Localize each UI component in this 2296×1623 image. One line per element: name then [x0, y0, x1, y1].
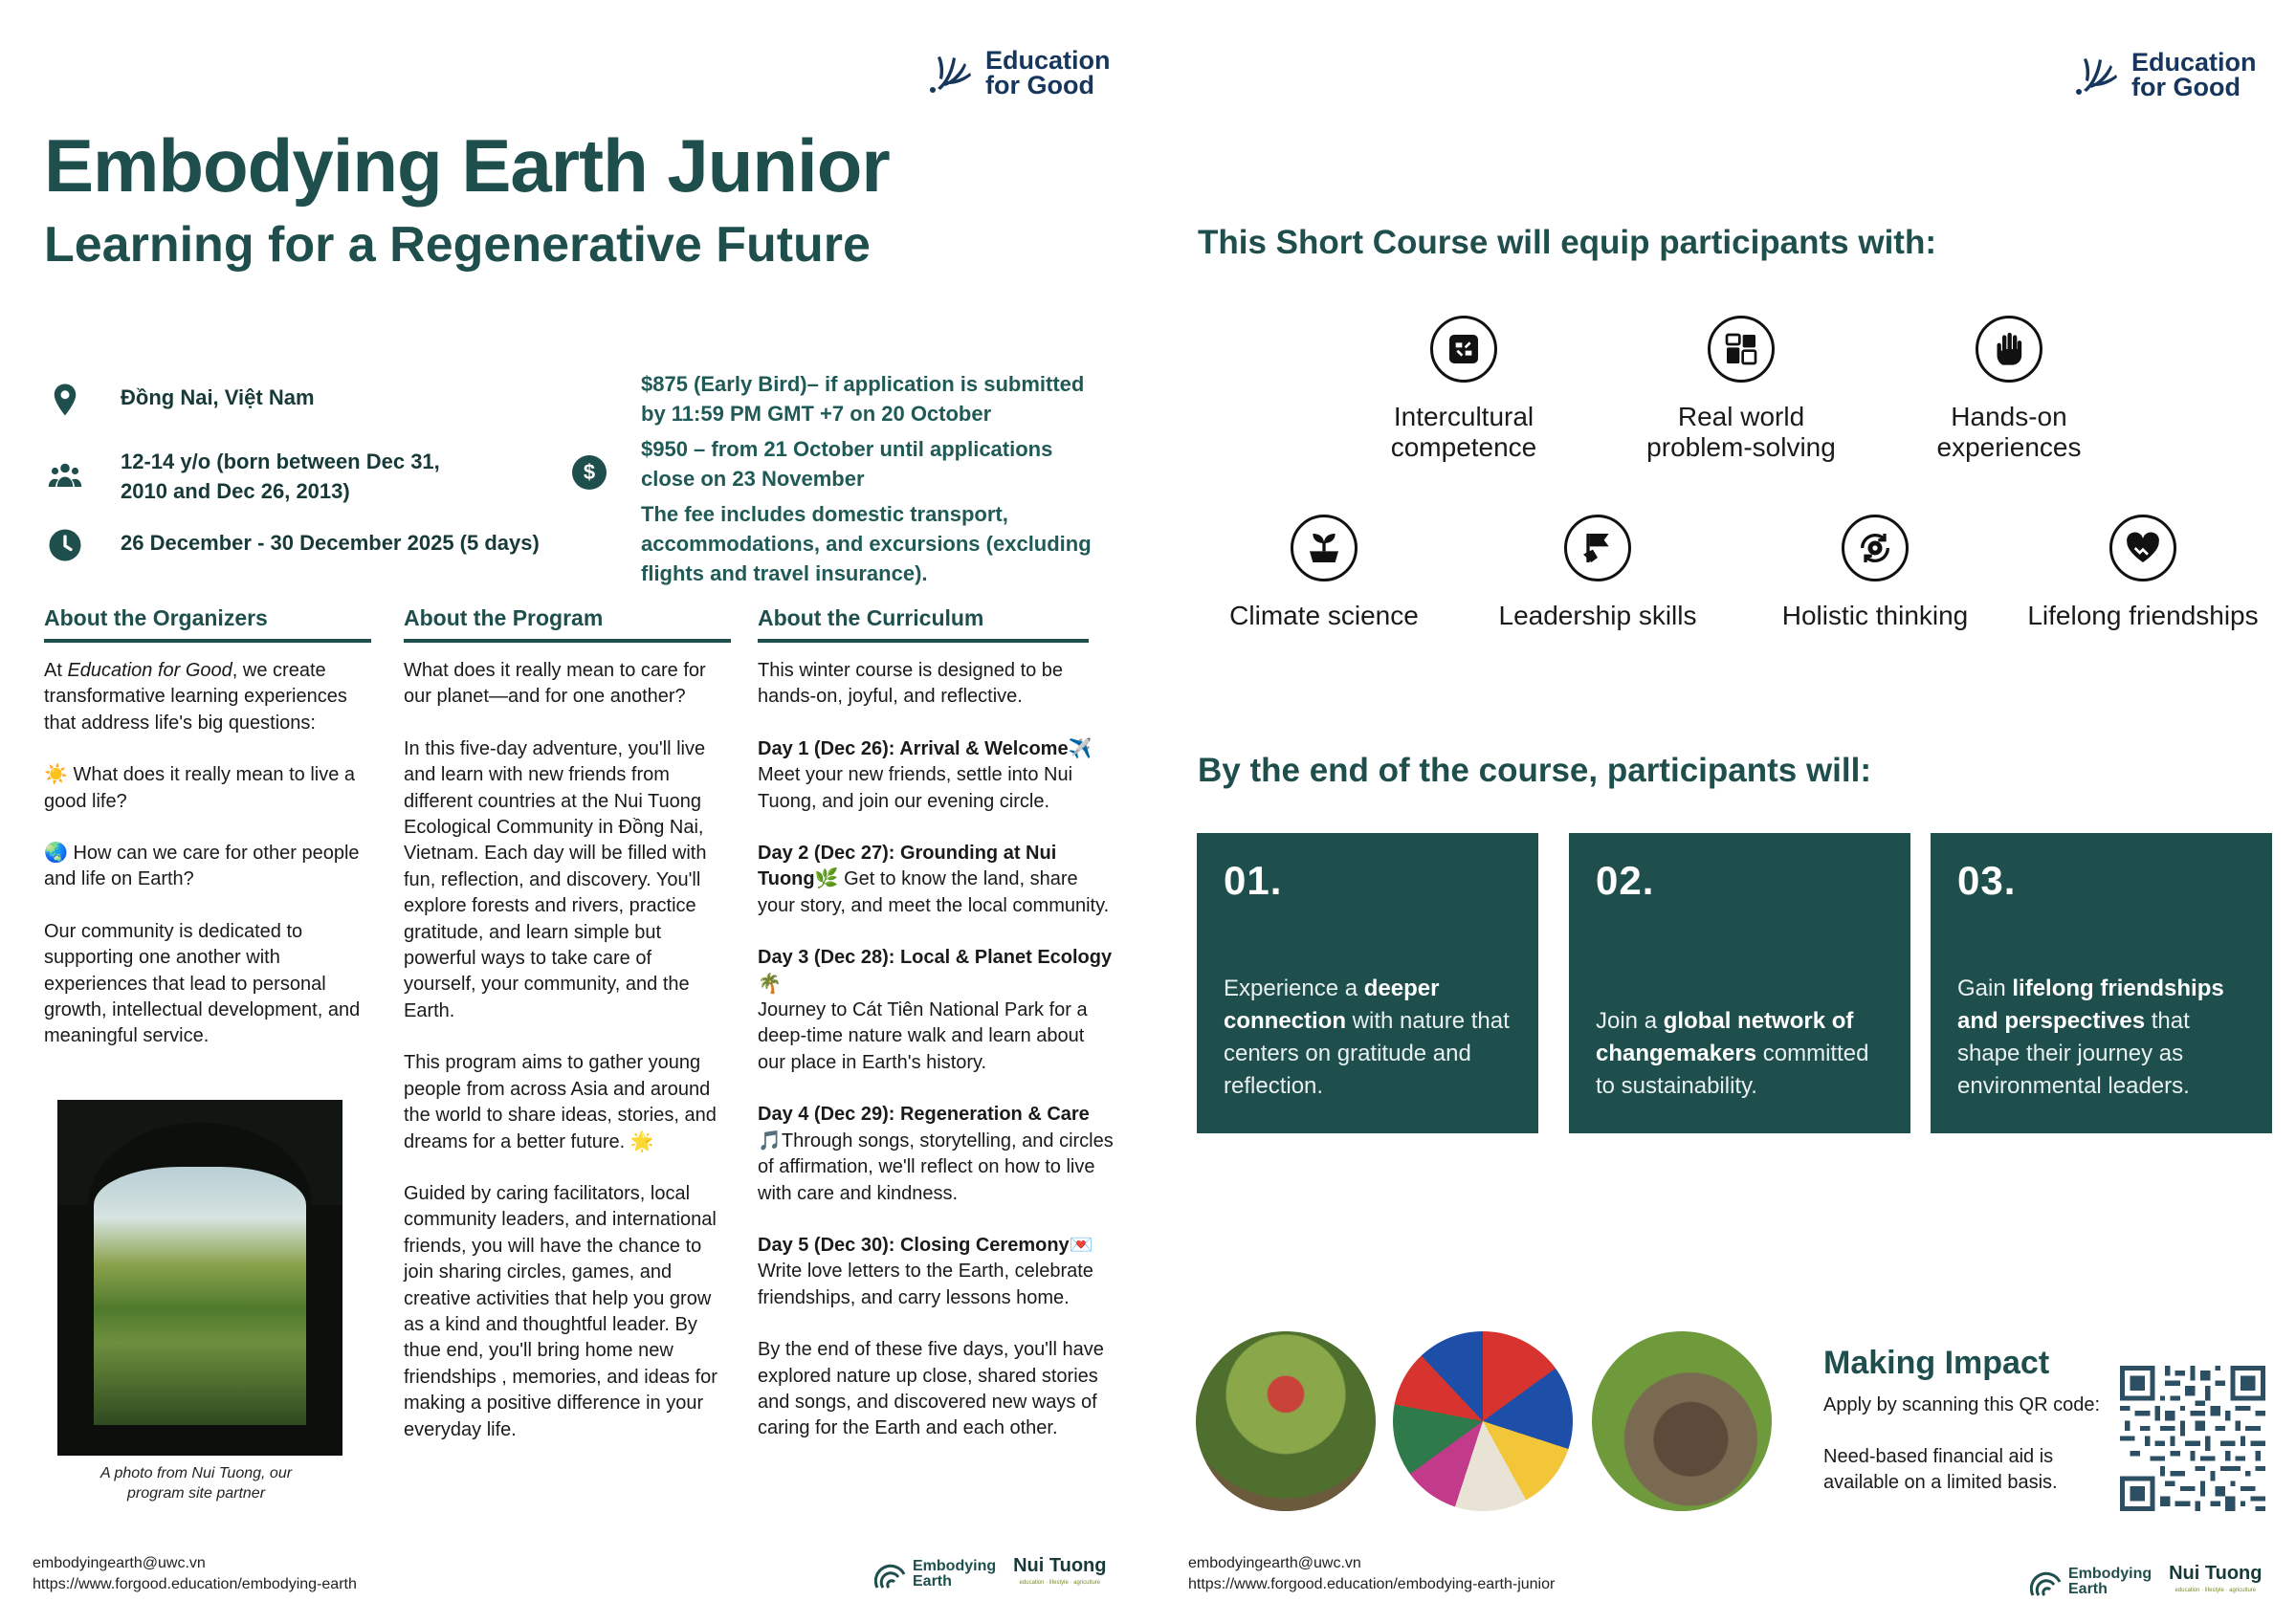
skill-leadership: Leadership skills [1473, 515, 1722, 631]
skill-climate-science: Climate science [1209, 515, 1439, 631]
skill-intercultural: Intercultural competence [1349, 316, 1578, 463]
clock-icon [48, 528, 82, 562]
skill-holistic: Holistic thinking [1760, 515, 1990, 631]
curriculum-day-2: Day 2 (Dec 27): Grounding at Nui Tuong🌿 Get to know the land, share your story, and meet the local community. [758, 843, 1110, 916]
curriculum-day-1: Day 1 (Dec 26): Arrival & Welcome✈️ Meet your new friends, settle into Nui Tuong, and join our evening circle. [758, 737, 1093, 812]
partner-logos-left [874, 1557, 1106, 1591]
organizers-column [44, 658, 365, 1076]
card-number: 02. [1596, 858, 1655, 903]
dates-text: 26 December - 30 December 2025 (5 days) [121, 531, 540, 555]
group-icon [48, 458, 82, 493]
waves-icon [874, 1558, 907, 1590]
age-row [48, 447, 465, 506]
program-p4: Guided by caring facilitators, local community leaders, and international friends, you will have the chance to join sharing circles, games, and creative activities that help you grow as a kind and thoughtful leader. By thue end, you'll bring home new friendships , memories, and ideas for making a positive difference in your everyday life. [404, 1182, 718, 1440]
apply-text: Apply by scanning this QR code: [1823, 1394, 2101, 1415]
footer-url[interactable]: https://www.forgood.education/embodying-earth-junior [1188, 1576, 1556, 1592]
fee-early-bird: $875 (Early Bird)– if application is submitted by 11:59 PM GMT +7 on 20 October [641, 372, 1085, 426]
skill-friendships: Lifelong friendships [2009, 515, 2277, 631]
location-text: Đồng Nai, Việt Nam [121, 385, 315, 409]
outcome-card-1 [1197, 833, 1538, 1133]
education-for-good-logo [928, 48, 1111, 98]
footer-right [1188, 1553, 1555, 1595]
skill-problem-solving: Real world problem-solving [1626, 316, 1856, 463]
organizers-question-1: ☀️ What does it really mean to live a good life? [44, 764, 356, 812]
age-text: 12-14 y/o (born between Dec 31, 2010 and Dec 26, 2013) [121, 450, 440, 503]
footer-email[interactable]: embodyingearth@uwc.vn [33, 1555, 206, 1571]
curriculum-column [758, 658, 1114, 1468]
organizers-intro: At Education for Good, we create transformative learning experiences that address life's big questions: [44, 660, 347, 734]
nui-tuong-logo: Nui Tuong education · lifestyle · agriculture [2169, 1563, 2263, 1593]
sprout-icon [1291, 515, 1358, 581]
fee-block [641, 369, 1110, 594]
equip-heading: This Short Course will equip participants with: [1198, 224, 1936, 261]
logo-text-line1: Education [985, 46, 1111, 75]
curriculum-outro: By the end of these five days, you'll have explored nature up close, shared stories and songs, and discovered new ways of caring for the Earth and each other. [758, 1339, 1104, 1439]
skill-hands-on: Hands-on experiences [1904, 316, 2114, 463]
program-heading: About the Program [404, 605, 731, 643]
footer-email[interactable]: embodyingearth@uwc.vn [1188, 1555, 1361, 1571]
embodying-earth-logo: Embodying Earth [2030, 1566, 2152, 1598]
card-text: Experience a deeper connection with nature that centers on gratitude and reflection. [1224, 976, 1510, 1099]
fee-regular: $950 – from 21 October until applications close on 23 November [641, 437, 1053, 491]
nui-tuong-photo [57, 1100, 342, 1456]
hands-circle-icon [1430, 316, 1497, 383]
financial-aid-text: Need-based financial aid is available on a limited basis. [1823, 1446, 2058, 1493]
page-subtitle: Learning for a Regenerative Future [44, 217, 871, 273]
partner-logos-right [2030, 1565, 2262, 1599]
waves-icon [2030, 1566, 2063, 1598]
program-column [404, 658, 729, 1469]
outcome-card-2 [1569, 833, 1910, 1133]
footer-url[interactable]: https://www.forgood.education/embodying-earth [33, 1576, 357, 1592]
organizers-heading: About the Organizers [44, 605, 371, 643]
embodying-earth-logo: Embodying Earth [874, 1558, 996, 1590]
footer-left [33, 1553, 357, 1595]
photo-caption: A photo from Nui Tuong, our program site partner [99, 1465, 293, 1502]
outcome-card-3 [1931, 833, 2272, 1133]
dates-row [48, 528, 540, 562]
fern-logo-icon [928, 50, 974, 96]
curriculum-intro: This winter course is designed to be hands-on, joyful, and reflective. [758, 660, 1064, 708]
dollar-icon: $ [572, 455, 607, 490]
organizers-question-2: 🌏 How can we care for other people and life on Earth? [44, 843, 360, 890]
fern-logo-icon [2074, 52, 2120, 98]
qr-code[interactable] [2120, 1366, 2265, 1511]
impact-text [1823, 1393, 2101, 1496]
photo-stream-walk [1592, 1331, 1772, 1511]
puzzle-icon [1708, 316, 1775, 383]
gear-cycle-icon [1842, 515, 1909, 581]
page-title: Embodying Earth Junior [44, 123, 890, 208]
photo-hikers [1196, 1331, 1376, 1511]
card-number: 03. [1957, 858, 2017, 903]
curriculum-day-4: Day 4 (Dec 29): Regeneration & Care 🎵Through songs, storytelling, and circles of affirmation, we'll reflect on how to live with care and kindness. [758, 1104, 1114, 1204]
nui-tuong-logo: Nui Tuong education · lifestyle · agriculture [1013, 1555, 1107, 1586]
curriculum-day-5: Day 5 (Dec 30): Closing Ceremony💌 Write love letters to the Earth, celebrate friendships, and carry lessons home. [758, 1234, 1093, 1308]
location-row [48, 383, 315, 417]
map-pin-icon [48, 383, 82, 417]
program-p3: This program aims to gather young people from across Asia and around the world to share ideas, stories, and dreams for a better future. 🌟 [404, 1052, 717, 1152]
outcomes-heading: By the end of the course, participants will: [1198, 752, 1871, 789]
card-number: 01. [1224, 858, 1283, 903]
program-p2: In this five-day adventure, you'll live and learn with new friends from different countries at the Nui Tuong Ecological Community in Đồng Nai, Vietnam. Each day will be filled with fun, reflection, and discovery. You'll explore forests and rivers, practice gratitude, and learn simple but powerful ways to take care of yourself, your community, and the Earth. [404, 737, 707, 1021]
education-for-good-logo-right: Education for Good [2074, 50, 2257, 99]
logo-text-line2: for Good [985, 71, 1094, 99]
organizers-community: Our community is dedicated to supporting one another with experiences that lead to personal growth, intellectual development, and meaningful service. [44, 920, 361, 1047]
fee-includes: The fee includes domestic transport, accommodations, and excursions (excluding flights and travel insurance). [641, 502, 1092, 585]
curriculum-heading: About the Curriculum [758, 605, 1089, 643]
heart-handshake-icon [2109, 515, 2176, 581]
curriculum-day-3: Day 3 (Dec 28): Local & Planet Ecology🌴 Journey to Cát Tiên National Park for a deep-time nature walk and learn about our place in Earth's history. [758, 947, 1113, 1073]
program-p1: What does it really mean to care for our planet—and for one another? [404, 660, 706, 708]
hand-icon [1976, 316, 2042, 383]
card-text: Join a global network of changemakers committed to sustainability. [1596, 1008, 1869, 1099]
photo-flags-group [1393, 1331, 1573, 1511]
flag-icon [1564, 515, 1631, 581]
impact-heading: Making Impact [1823, 1345, 2050, 1381]
card-text: Gain lifelong friendships and perspectives that shape their journey as environmental leaders. [1957, 976, 2224, 1099]
